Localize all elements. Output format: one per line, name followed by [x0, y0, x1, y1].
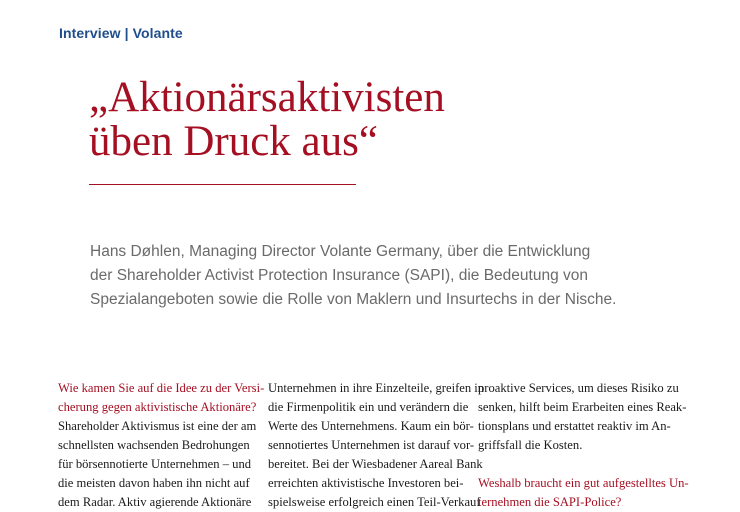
lead-line-3: Spezialangeboten sowie die Rolle von Maklern und Insurtechs in der Nische. [90, 291, 617, 308]
body-line: tionsplans und erstattet reaktiv im An- [478, 419, 671, 433]
body-line: die meisten davon haben ihn nicht auf [58, 476, 250, 490]
text-column-1 [58, 379, 263, 512]
body-line: griffsfall die Kosten. [478, 438, 583, 452]
body-line: bereitet. Bei der Wiesbadener Aareal Bank [268, 457, 483, 471]
body-line: Unternehmen in ihre Einzelteile, greifen in [268, 381, 485, 395]
interview-question: ternehmen die SAPI-Police? [478, 495, 622, 509]
article-headline [89, 76, 445, 164]
lead-line-2: der Shareholder Activist Protection Insurance (SAPI), die Bedeutung von [90, 267, 589, 284]
body-line: spielsweise erfolgreich einen Teil-Verkauf [268, 495, 481, 509]
body-line: Werte des Unternehmens. Kaum ein bör- [268, 419, 474, 433]
body-line: Shareholder Aktivismus ist eine der am [58, 419, 257, 433]
body-line: dem Radar. Aktiv agierende Aktionäre [58, 495, 252, 509]
body-line: sennotiertes Unternehmen ist darauf vor- [268, 438, 475, 452]
headline-divider [89, 184, 356, 185]
article-lead [90, 240, 730, 312]
interview-question: cherung gegen aktivistische Aktionäre? [58, 400, 257, 414]
interview-question: Weshalb braucht ein gut aufgestelltes Un- [478, 476, 689, 490]
text-column-3 [478, 379, 689, 512]
body-line: für börsennotierte Unternehmen – und [58, 457, 252, 471]
section-kicker: Interview | Volante [59, 25, 183, 41]
body-line: proaktive Services, um dieses Risiko zu [478, 381, 679, 395]
paragraph-gap [478, 455, 683, 474]
body-line: schnellsten wachsenden Bedrohungen [58, 438, 250, 452]
headline-line-2: üben Druck aus“ [89, 118, 378, 165]
body-line: erreichten aktivistische Investoren bei- [268, 476, 464, 490]
body-line: die Firmenpolitik ein und verändern die [268, 400, 469, 414]
lead-line-1: Hans Døhlen, Managing Director Volante Germany, über die Entwicklung [90, 243, 591, 260]
interview-question: Wie kamen Sie auf die Idee zu der Versi- [58, 381, 265, 395]
body-line: senken, hilft beim Erarbeiten eines Reak- [478, 400, 687, 414]
headline-line-1: „Aktionärsaktivisten [89, 74, 445, 121]
text-column-2 [268, 379, 485, 512]
